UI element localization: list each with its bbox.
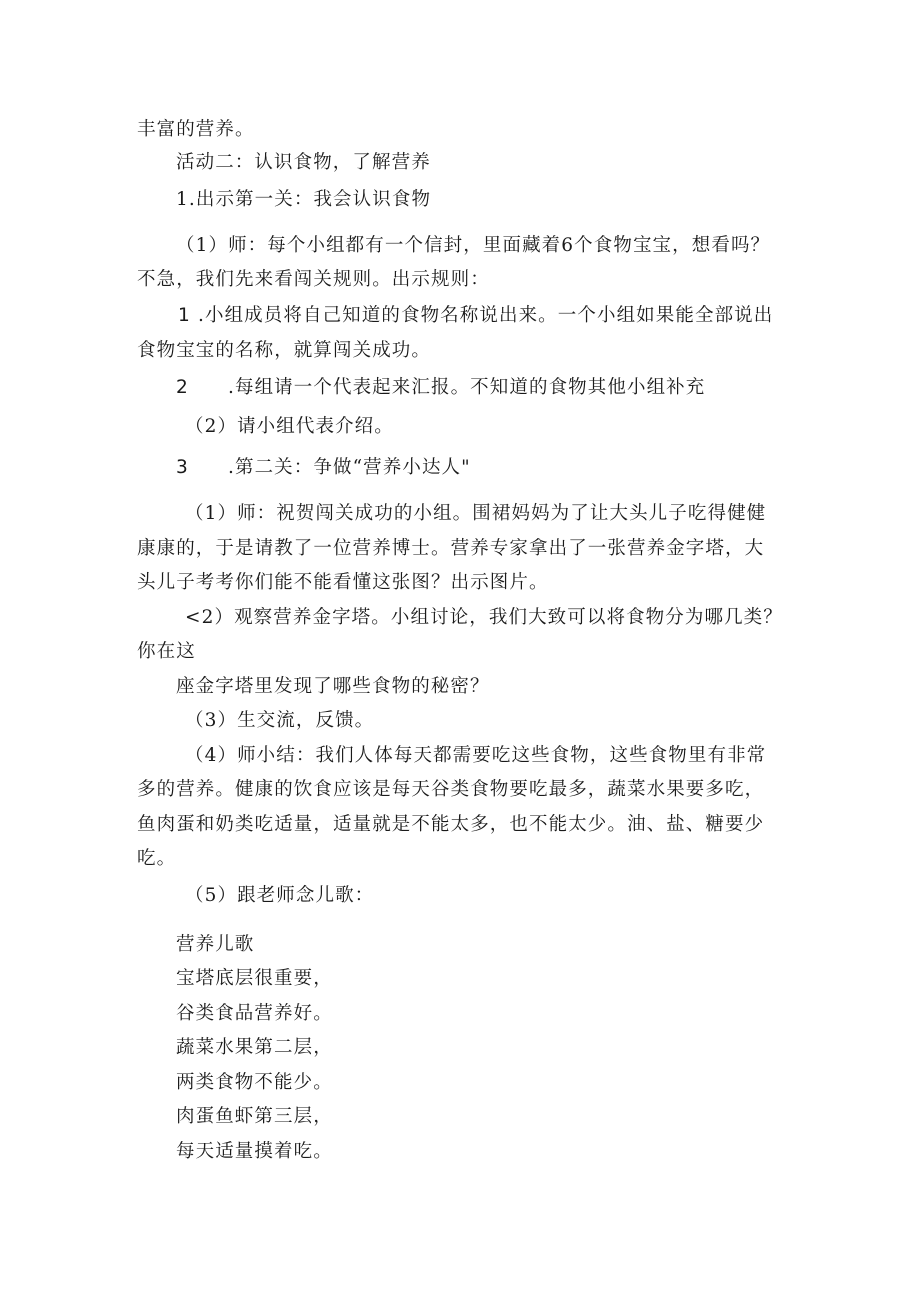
paragraph-line: 座金字塔里发现了哪些食物的秘密？ bbox=[176, 676, 490, 697]
paragraph-line: 吃。 bbox=[137, 848, 177, 869]
rule-text: .每组请一个代表起来汇报。不知道的食物其他小组补充 bbox=[228, 377, 706, 398]
poem-line: 宝塔底层很重要， bbox=[176, 968, 333, 989]
step-3-heading: .第二关：争做“营养小达人" bbox=[228, 457, 471, 478]
paragraph-line: 康康的，于是请教了一位营养博士。营养专家拿出了一张营养金字塔，大 bbox=[137, 538, 765, 559]
paragraph-line: （5）跟老师念儿歌： bbox=[185, 885, 375, 906]
poem-line: 两类食物不能少。 bbox=[176, 1072, 333, 1093]
paragraph-line: （1）师：祝贺闯关成功的小组。围裙妈妈为了让大头儿子吃得健健 bbox=[185, 503, 767, 524]
paragraph-line: （4）师小结：我们人体每天都需要吃这些食物，这些食物里有非常 bbox=[185, 745, 767, 766]
paragraph-line: （1）师：每个小组都有一个信封，里面藏着6个食物宝宝，想看吗？ bbox=[176, 235, 771, 256]
paragraph-line: （2）请小组代表介绍。 bbox=[185, 416, 394, 437]
poem-line: 肉蛋鱼虾第三层， bbox=[176, 1106, 333, 1127]
activity-heading: 活动二：认识食物，了解营养 bbox=[176, 152, 431, 173]
poem-title: 营养儿歌 bbox=[176, 934, 255, 955]
paragraph-line: 多的营养。健康的饮食应该是每天谷类食物要吃最多，蔬菜水果要多吃， bbox=[137, 779, 765, 800]
rule-text: .小组成员将自己知道的食物名称说出来。一个小组如果能全部说出 bbox=[198, 305, 774, 326]
poem-line: 每天适量摸着吃。 bbox=[176, 1141, 333, 1162]
paragraph-line: <2）观察营养金字塔。小组讨论，我们大致可以将食物分为哪几类？ bbox=[185, 607, 783, 628]
paragraph-line: 头儿子考考你们能不能看懂这张图？出示图片。 bbox=[137, 572, 549, 593]
paragraph-continuation: 丰富的营养。 bbox=[137, 119, 255, 140]
step-1-heading: 1.出示第一关：我会认识食物 bbox=[176, 189, 432, 210]
rule-text: 食物宝宝的名称，就算闯关成功。 bbox=[137, 340, 432, 361]
rule-number: 2 bbox=[176, 377, 189, 398]
paragraph-line: 鱼肉蛋和奶类吃适量，适量就是不能太多，也不能太少。油、盐、糖要少 bbox=[137, 814, 765, 835]
paragraph-line: （3）生交流，反馈。 bbox=[185, 710, 375, 731]
paragraph-line: 不急，我们先来看闯关规则。出示规则： bbox=[137, 269, 490, 290]
step-number: 3 bbox=[176, 457, 189, 478]
poem-line: 谷类食品营养好。 bbox=[176, 1003, 333, 1024]
rule-number: 1 bbox=[178, 305, 191, 326]
paragraph-line: 你在这 bbox=[137, 641, 196, 662]
poem-line: 蔬菜水果第二层， bbox=[176, 1037, 333, 1058]
